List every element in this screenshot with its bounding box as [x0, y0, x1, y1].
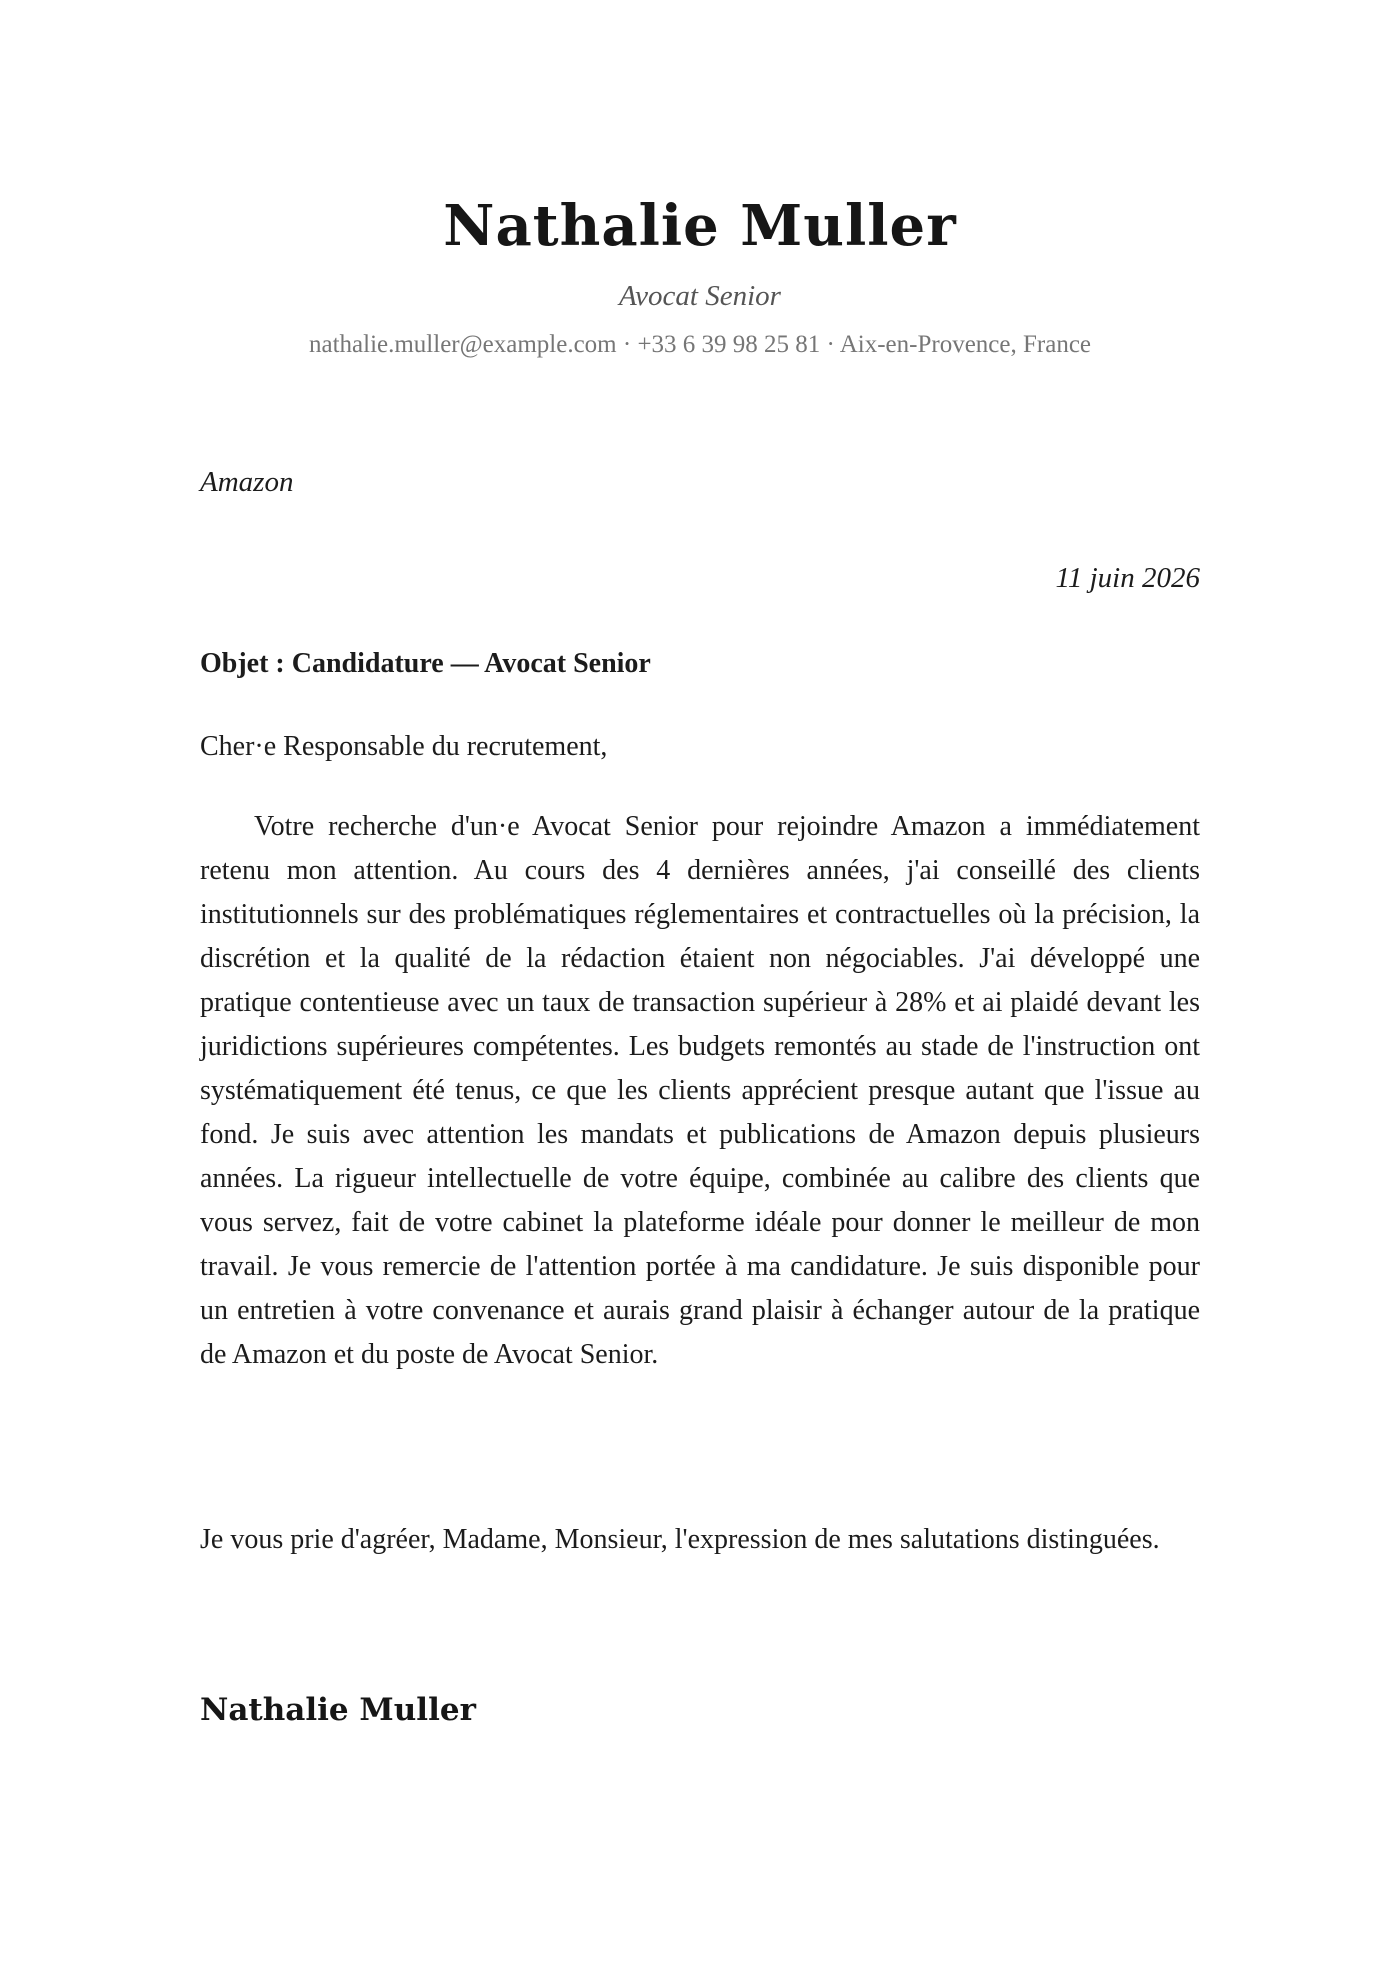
recipient: Amazon	[200, 466, 294, 498]
letter-body: Votre recherche d'un·e Avocat Senior pour rejoindre Amazon a immédiatement retenu mon attention. Au cours des 4 dernières années, j'ai conseillé des clients institutionnels sur des problématiques réglementaires et contractuelles où la précision, la discrétion et la qualité de la rédaction étaient non négociables. J'ai développé une pratique contentieuse avec un taux de transaction supérieur à 28% et ai plaidé devant les juridictions supérieures compétentes. Les budgets remontés au stade de l'instruction ont systématiquement été tenus, ce que les clients apprécient presque autant que l'issue au fond. Je suis avec attention les mandats et publications de Amazon depuis plusieurs années. La rigueur intellectuelle de votre équipe, combinée au calibre des clients que vous servez, fait de votre cabinet la plateforme idéale pour donner le meilleur de mon travail. Je vous remercie de l'attention portée à ma candidature. Je suis disponible pour un entretien à votre convenance et aurais grand plaisir à échanger autour de la pratique de Amazon et du poste de Avocat Senior.	[200, 811, 1200, 1370]
sender-contact: nathalie.muller@example.com · +33 6 39 98 25 81 · Aix-en-Provence, France	[308, 331, 1092, 358]
subject-line: Objet : Candidature — Avocat Senior	[200, 648, 651, 679]
letter-header	[0, 190, 1400, 362]
signature: Nathalie Muller	[200, 1692, 476, 1728]
greeting: Cher·e Responsable du recrutement,	[200, 731, 608, 762]
letter-date: 11 juin 2026	[1055, 562, 1200, 594]
closing: Je vous prie d'agréer, Madame, Monsieur, l'expression de mes salutations distinguées.	[200, 1524, 1160, 1555]
letter-page	[200, 0, 1200, 1980]
sender-name: Nathalie Muller	[443, 193, 957, 259]
sender-role: Avocat Senior	[619, 280, 781, 312]
